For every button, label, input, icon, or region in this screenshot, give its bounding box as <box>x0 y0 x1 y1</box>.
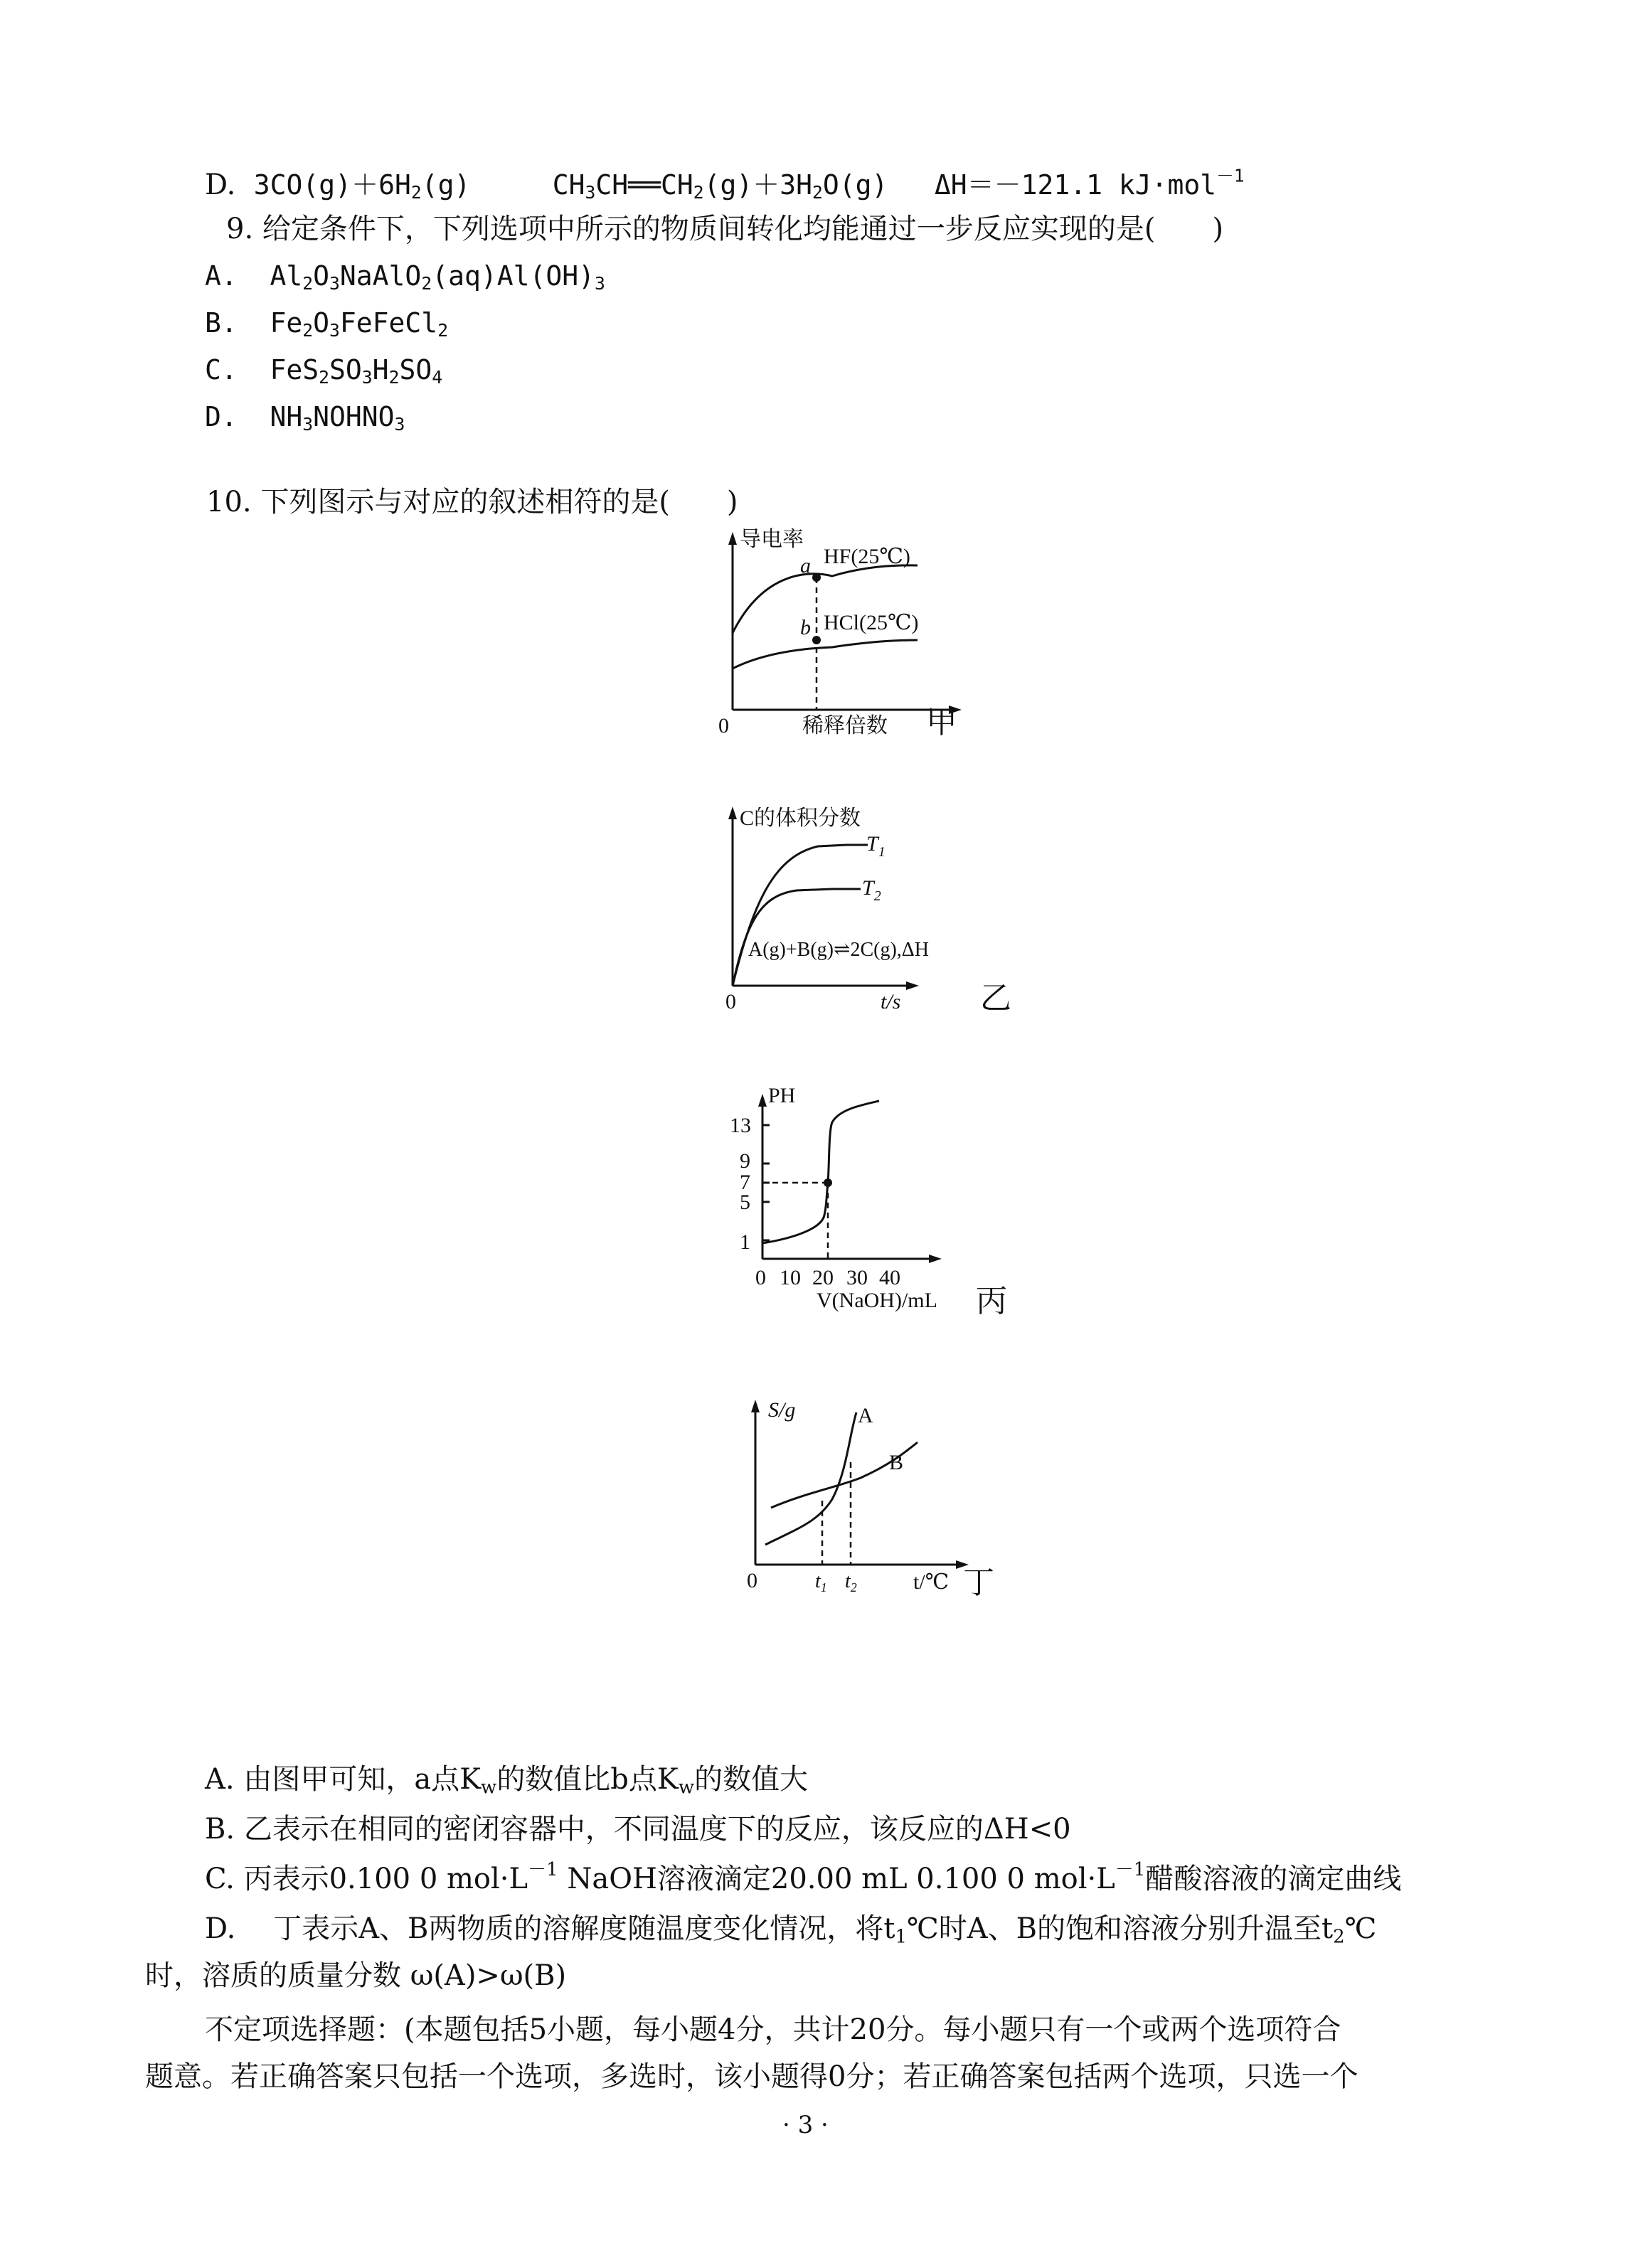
bing-xlabel: V(NaOH)/mL <box>817 1289 937 1312</box>
q8-option-d: D. $3CO(g)+6H_2(g)$ $CH_3CH══CH_2(g)+3H_2O(g)$ ΔH＝－121.1 kJ·mol$^{-1}$ <box>205 165 1245 203</box>
jia-label-b: b <box>800 616 811 639</box>
q9-option-d: D. $NH_3NOHNO_3$ <box>205 401 405 435</box>
yi-curve-t2 <box>733 889 861 986</box>
ding-origin: 0 <box>747 1569 757 1592</box>
figure-bing <box>718 1081 1017 1323</box>
bing-ytick-1: 1 <box>740 1230 750 1254</box>
bing-ytick-9: 9 <box>740 1149 750 1173</box>
yi-x-arrow <box>906 981 919 990</box>
yi-y-arrow <box>728 806 737 819</box>
q10-stem: 10. 下列图示与对应的叙述相符的是( ) <box>206 486 738 518</box>
ding-label-a: A <box>858 1404 873 1427</box>
q9-stem: 9. 给定条件下，下列选项中所示的物质间转化均能通过一步反应实现的是( ) <box>226 213 1224 245</box>
figure-yi <box>718 799 1017 1020</box>
q9-option-b: B. $Fe_2O_3FeFeCl_2$ <box>205 307 449 341</box>
q8d-reactants: $3CO(g)+6H_2(g)$ <box>253 169 471 203</box>
yi-label-t1: $T_1$ <box>866 832 886 860</box>
section-instructions-line2: 题意。若正确答案只包括一个选项，多选时，该小题得0分；若正确答案包括两个选项，只选一个 <box>145 2060 1358 2093</box>
q10-option-b: B. 乙表示在相同的密闭容器中，不同温度下的反应，该反应的ΔH<0 <box>205 1813 1071 1846</box>
yi-label-t2: $T_2$ <box>862 876 881 904</box>
bing-xtick-20: 20 <box>812 1266 834 1289</box>
jia-label-hf: HF(25℃) <box>824 545 910 568</box>
q10-option-a: A. 由图甲可知，a点$K_w$的数值比b点$K_w$的数值大 <box>205 1763 809 1799</box>
q8d-products: $CH_3CH══CH_2(g)+3H_2O(g)$ <box>552 169 888 203</box>
q10-option-d: D. 丁表示A、B两物质的溶解度随温度变化情况，将$t_1℃$时A、B的饱和溶液分别升温至$t_2℃$ <box>205 1912 1377 1948</box>
bing-ytick-7: 7 <box>740 1171 750 1194</box>
bing-ytick-5: 5 <box>740 1191 750 1214</box>
ding-xlabel: t/℃ <box>913 1570 950 1594</box>
jia-xlabel: 稀释倍数 <box>802 714 888 738</box>
jia-origin: 0 <box>718 714 729 738</box>
ding-t2: $t_2$ <box>845 1570 857 1594</box>
yi-curve-t1 <box>733 845 868 986</box>
ding-y-arrow <box>751 1400 760 1412</box>
yi-xlabel: t/s <box>881 990 901 1013</box>
section-instructions-line1: 不定项选择题：(本题包括5小题，每小题4分，共计20分。每小题只有一个或两个选项符合 <box>205 2013 1341 2046</box>
bing-titration-curve <box>762 1101 879 1243</box>
figure-jia-name: 甲 <box>926 704 957 740</box>
bing-equivalence-point <box>824 1178 832 1187</box>
figure-yi-name: 乙 <box>980 980 1011 1016</box>
bing-xtick-0: 0 <box>755 1266 766 1289</box>
jia-curve-hcl <box>733 640 918 669</box>
jia-point-a <box>812 573 821 582</box>
q9-option-a: A. $Al_2O_3NaAlO_2(aq)Al(OH)_3$ <box>205 260 605 294</box>
jia-y-arrow <box>728 532 737 545</box>
q10-option-c: C. 丙表示0.100 0 $mol\cdot L^{-1}$ NaOH溶液滴定20.00 mL 0.100 0 $mol\cdot L^{-1}$醋酸溶液的滴定曲线 <box>205 1858 1402 1895</box>
yi-origin: 0 <box>725 990 736 1013</box>
jia-label-a: a <box>800 554 811 577</box>
jia-point-b <box>812 636 821 644</box>
bing-ylabel: PH <box>768 1084 796 1107</box>
q10-option-d-line2: 时，溶质的质量分数 ω(A)>ω(B) <box>145 1959 567 1992</box>
jia-ylabel: 导电率 <box>740 528 804 551</box>
bing-x-arrow <box>929 1255 942 1263</box>
yi-ylabel: C的体积分数 <box>740 806 861 830</box>
ding-t1: $t_1$ <box>815 1570 827 1594</box>
bing-xtick-40: 40 <box>879 1266 900 1289</box>
figure-jia <box>711 526 1010 747</box>
bing-y-arrow <box>758 1094 767 1107</box>
ding-curve-a <box>765 1412 856 1545</box>
ding-label-b: B <box>889 1451 904 1474</box>
bing-ytick-13: 13 <box>730 1114 751 1137</box>
yi-equation: A(g)+B(g)⇌2C(g),ΔH <box>748 939 929 961</box>
bing-xtick-30: 30 <box>846 1266 868 1289</box>
bing-xtick-10: 10 <box>780 1266 801 1289</box>
jia-label-hcl: HCl(25℃) <box>824 611 919 634</box>
figure-bing-name: 丙 <box>976 1283 1007 1319</box>
q8d-enthalpy: ΔH＝－121.1 kJ·mol$^{-1}$ <box>934 165 1245 201</box>
ding-ylabel: S/g <box>768 1398 796 1422</box>
figure-ding-name: 丁 <box>963 1565 994 1601</box>
page-number: · 3 · <box>782 2111 829 2139</box>
q9-option-c: C. $FeS_2SO_3H_2SO_4$ <box>205 354 443 388</box>
